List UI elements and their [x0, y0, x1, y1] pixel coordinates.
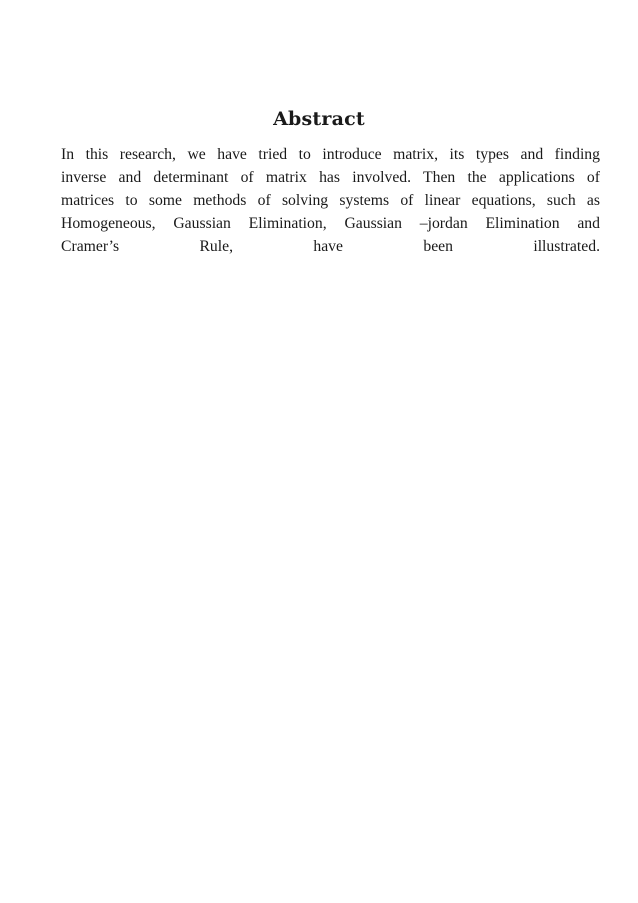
abstract-line: matrices to some methods of solving systems of linear equations, such as	[61, 192, 600, 209]
abstract-line: In this research, we have tried to introduce matrix, its types and finding	[61, 146, 600, 163]
abstract-line: Homogeneous, Gaussian Elimination, Gaussian –jordan Elimination and	[61, 215, 600, 232]
abstract-heading: Abstract	[273, 108, 365, 130]
abstract-paragraph	[61, 143, 600, 258]
abstract-line: Cramer’s Rule, have been illustrated.	[61, 238, 600, 255]
abstract-line: inverse and determinant of matrix has involved. Then the applications of	[61, 169, 600, 186]
